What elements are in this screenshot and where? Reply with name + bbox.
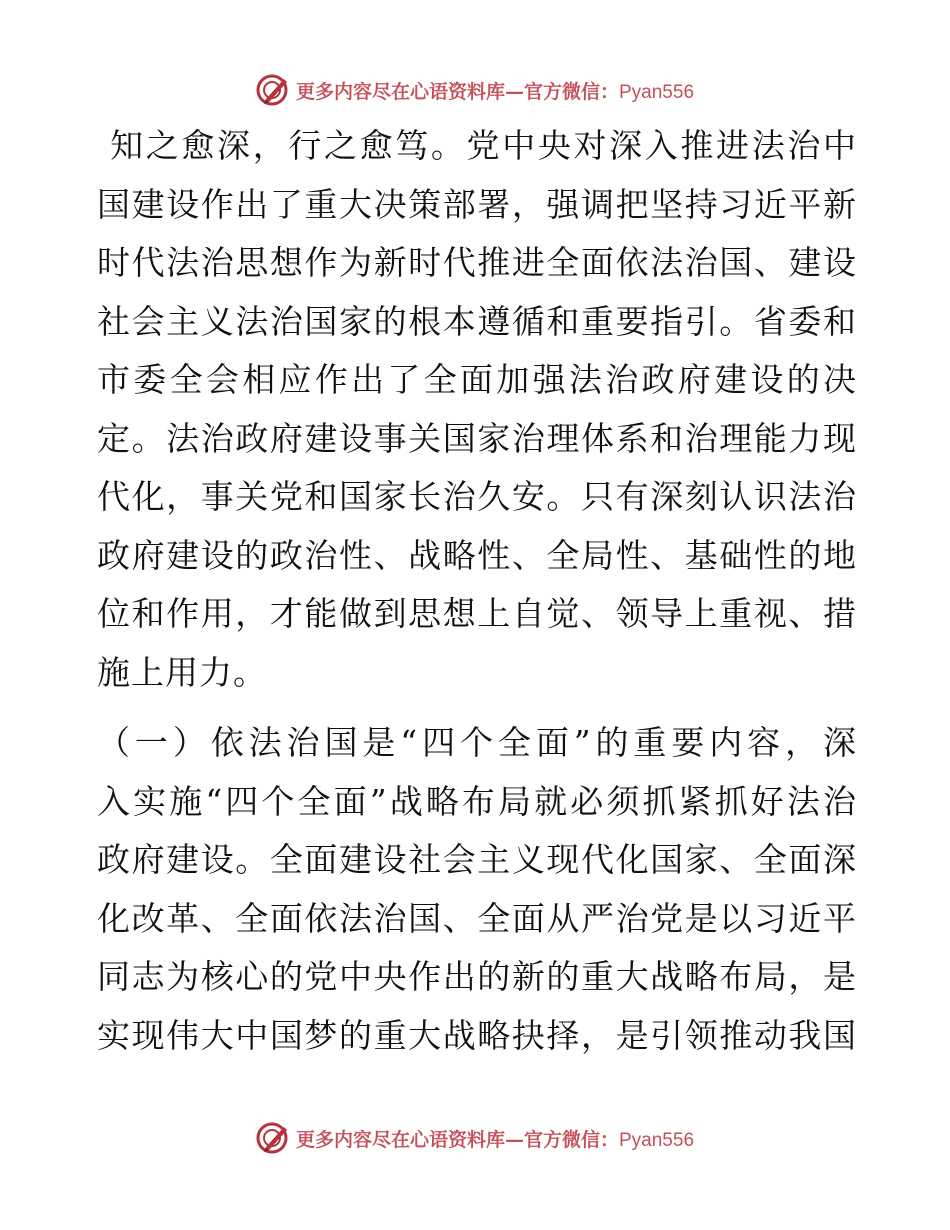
text-line: 同志为核心的党中央作出的新的重大战略布局，是 <box>97 957 857 996</box>
text-line: 时代法治思想作为新时代推进全面依法治国、建设 <box>97 243 857 282</box>
text-line: 政府建设的政治性、战略性、全局性、基础性的地 <box>97 535 857 575</box>
text-line: 施上用力。 <box>97 652 267 692</box>
text-line: （一）依法治国是“四个全面”的重要内容，深 <box>97 723 857 762</box>
text-line: 定。法治政府建设事关国家治理体系和治理能力现 <box>97 418 857 458</box>
text-line: 知之愈深，行之愈笃。党中央对深入推进法治中 <box>97 126 857 165</box>
text-line: 代化，事关党和国家长治久安。只有深刻认识法治 <box>97 477 857 516</box>
paragraph-1 <box>97 117 857 702</box>
header-banner-text: 更多内容尽在心语资料库—官方微信：Pyan556 <box>295 80 695 103</box>
paragraph-spacer <box>97 702 857 714</box>
text-line: 实现伟大中国梦的重大战略抉择，是引领推动我国 <box>97 1015 857 1055</box>
paragraph-2 <box>97 714 857 1065</box>
header-banner <box>0 70 950 110</box>
document-body <box>97 117 857 1065</box>
footer-banner <box>0 1118 950 1158</box>
footer-banner-text: 更多内容尽在心语资料库—官方微信：Pyan556 <box>295 1128 695 1151</box>
text-line: 位和作用，才能做到思想上自觉、领导上重视、措 <box>97 594 857 633</box>
text-line: 社会主义法治国家的根本遵循和重要指引。省委和 <box>97 301 857 341</box>
text-line: 国建设作出了重大决策部署，强调把坚持习近平新 <box>97 184 857 224</box>
text-line: 化改革、全面依法治国、全面从严治党是以习近平 <box>97 898 857 938</box>
text-line: 市委全会相应作出了全面加强法治政府建设的决 <box>97 360 857 399</box>
pen-circle-logo-icon <box>256 1121 290 1155</box>
text-line: 政府建设。全面建设社会主义现代化国家、全面深 <box>97 840 857 879</box>
text-line: 入实施“四个全面”战略布局就必须抓紧抓好法治 <box>97 781 857 821</box>
pen-circle-logo-icon <box>256 73 290 107</box>
